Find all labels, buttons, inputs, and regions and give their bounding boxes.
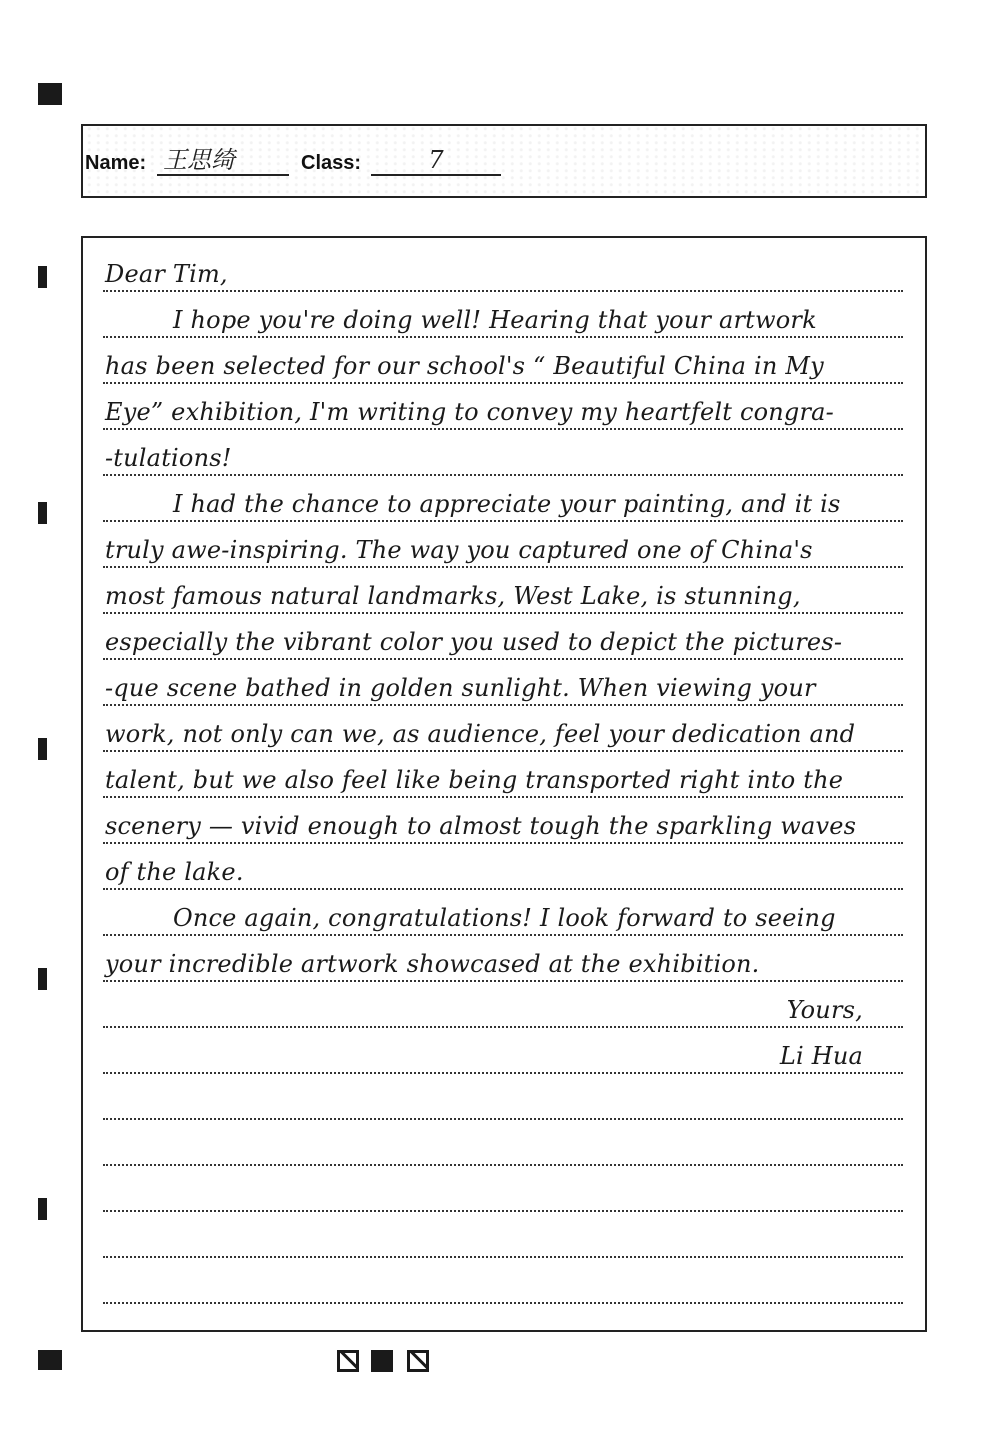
writing-line bbox=[103, 712, 903, 752]
writing-line bbox=[103, 942, 903, 982]
writing-line bbox=[103, 1218, 903, 1258]
letter-signature: Li Hua bbox=[779, 1042, 863, 1070]
writing-line bbox=[103, 298, 903, 338]
slashed-box-icon bbox=[337, 1350, 359, 1372]
letter-line: has been selected for our school's “ Beautiful China in My bbox=[105, 352, 824, 380]
letter-line: I hope you're doing well! Hearing that your artwork bbox=[173, 306, 817, 334]
writing-line bbox=[103, 1126, 903, 1166]
side-timing-mark bbox=[38, 266, 47, 288]
side-timing-mark bbox=[38, 1198, 47, 1220]
writing-line bbox=[103, 666, 903, 706]
writing-line bbox=[103, 344, 903, 384]
writing-line bbox=[103, 390, 903, 430]
letter-closing: Yours, bbox=[786, 996, 863, 1024]
writing-line bbox=[103, 1080, 903, 1120]
side-timing-mark bbox=[38, 968, 47, 990]
writing-line bbox=[103, 896, 903, 936]
writing-line bbox=[103, 528, 903, 568]
writing-line bbox=[103, 436, 903, 476]
writing-line bbox=[103, 804, 903, 844]
class-label: Class: bbox=[301, 152, 362, 174]
class-field[interactable]: 7 bbox=[371, 144, 501, 176]
letter-line: -tulations! bbox=[105, 444, 232, 472]
name-label: Name: bbox=[85, 152, 147, 174]
writing-line bbox=[103, 1034, 903, 1074]
writing-line bbox=[103, 482, 903, 522]
letter-line: talent, but we also feel like being transported right into the bbox=[105, 766, 844, 794]
name-field[interactable]: 王思绮 bbox=[157, 144, 289, 176]
writing-line bbox=[103, 574, 903, 614]
writing-line bbox=[103, 988, 903, 1028]
letter-line: especially the vibrant color you used to depict the pictures- bbox=[105, 628, 843, 656]
answer-sheet bbox=[81, 236, 927, 1332]
writing-line bbox=[103, 620, 903, 660]
filled-box-icon bbox=[371, 1350, 393, 1372]
side-timing-mark bbox=[38, 502, 47, 524]
writing-line bbox=[103, 1264, 903, 1304]
writing-line bbox=[103, 850, 903, 890]
letter-line: of the lake. bbox=[105, 858, 244, 886]
letter-greeting: Dear Tim, bbox=[105, 260, 228, 288]
student-info-box bbox=[81, 124, 927, 198]
slashed-box-icon bbox=[407, 1350, 429, 1372]
writing-line bbox=[103, 758, 903, 798]
side-timing-mark bbox=[38, 738, 47, 760]
corner-registration-mark bbox=[38, 83, 62, 105]
letter-line: scenery — vivid enough to almost tough the sparkling waves bbox=[105, 812, 857, 840]
letter-line: truly awe-inspiring. The way you captured one of China's bbox=[105, 536, 813, 564]
letter-line: Once again, congratulations! I look forward to seeing bbox=[173, 904, 836, 932]
letter-line: Eye” exhibition, I'm writing to convey my heartfelt congra- bbox=[105, 398, 834, 426]
letter-line: I had the chance to appreciate your painting, and it is bbox=[173, 490, 841, 518]
writing-line bbox=[103, 1172, 903, 1212]
letter-line: work, not only can we, as audience, feel your dedication and bbox=[105, 720, 856, 748]
letter-line: -que scene bathed in golden sunlight. When viewing your bbox=[105, 674, 816, 702]
corner-registration-mark bbox=[38, 1350, 62, 1370]
letter-line: your incredible artwork showcased at the exhibition. bbox=[105, 950, 760, 978]
letter-line: most famous natural landmarks, West Lake, is stunning, bbox=[105, 582, 801, 610]
writing-line bbox=[103, 252, 903, 292]
